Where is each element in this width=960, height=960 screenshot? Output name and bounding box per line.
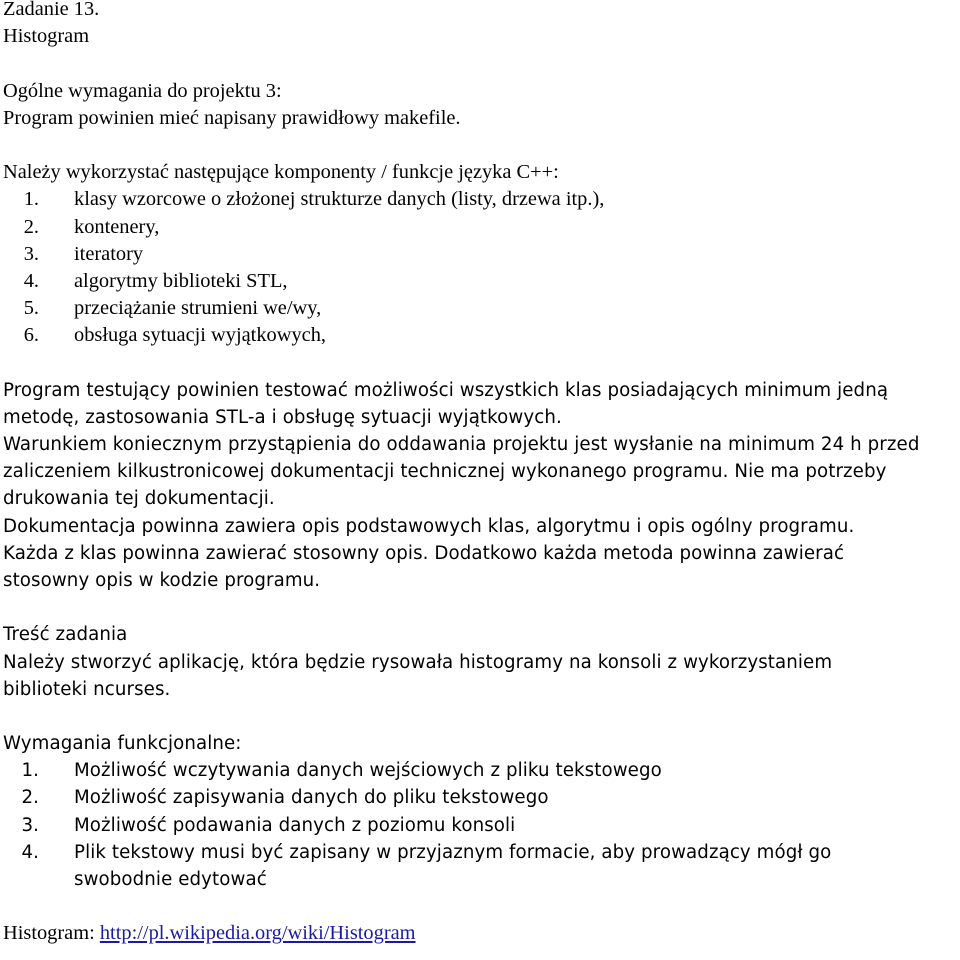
task-section [3,621,958,703]
footer-reference [3,920,958,947]
list-item: 3. iteratory [23,242,144,265]
general-requirements-heading: Ogólne wymagania do projektu 3: [3,79,282,102]
list-item: 1. klasy wzorcowe o złożonej strukturze danych (listy, drzewa itp.), [23,188,605,211]
components-intro: Należy wykorzystać następujące komponenty / funkcje języka C++: [3,161,559,184]
list-item: 6. obsługa sytuacji wyjątkowych, [23,324,327,347]
paragraph-line: metodę, zastosowania STL-a i obsługę sytuacji wyjątkowych. [3,406,562,428]
paragraph-line: Każda z klas powinna zawierać stosowny opis. Dodatkowo każda metoda powinna zawierać [3,542,845,564]
spacer [3,132,958,159]
functional-list [3,757,958,893]
list-item: 4. Plik tekstowy musi być zapisany w przyjaznym formacie, aby prowadzący mógł go swobodnie edytować [21,841,832,890]
list-item: 5. przeciążanie strumieni we/wy, [23,297,322,320]
paragraph-line: Dokumentacja powinna zawiera opis podstawowych klas, algorytmu i opis ogólny programu. [3,515,855,537]
functional-heading: Wymagania funkcjonalne: [3,733,242,755]
list-item: 3. Możliwość podawania danych z poziomu konsoli [21,814,516,836]
task-number: Zadanie 13. [3,0,100,20]
list-item: 2. Możliwość zapisywania danych do pliku tekstowego [21,787,549,809]
histogram-wiki-link[interactable]: http://pl.wikipedia.org/wiki/Histogram [99,922,416,945]
spacer [3,594,958,621]
functional-section [3,730,958,920]
spacer [3,703,958,730]
spacer [3,893,958,920]
spacer [3,349,958,376]
task-description-line: Należy stworzyć aplikację, która będzie rysowała histogramy na konsoli z wykorzystaniem [3,651,833,673]
components-list [3,186,958,349]
paragraph-line: Program testujący powinien testować możliwości wszystkich klas posiadających minimum jedną [3,379,889,401]
task-heading: Treść zadania [3,624,128,646]
paragraph-line: stosowny opis w kodzie programu. [3,569,321,591]
list-item: 4. algorytmy biblioteki STL, [23,269,288,292]
document [3,0,958,948]
paragraph-line: drukowania tej dokumentacji. [3,488,275,510]
list-item: 2. kontenery, [23,215,160,238]
task-description-line: biblioteki ncurses. [3,678,171,700]
list-item: 1. Możliwość wczytywania danych wejściowych z pliku tekstowego [21,760,662,782]
requirements-section [3,377,958,595]
spacer [3,50,958,77]
paragraph-line: zaliczeniem kilkustronicowej dokumentacji technicznej wykonanego programu. Nie ma potrzeby [3,461,887,483]
paragraph-line: Warunkiem koniecznym przystąpienia do oddawania projektu jest wysłanie na minimum 24 h przed [3,434,920,455]
task-title: Histogram [3,25,90,48]
footer-label: Histogram: [3,922,100,945]
makefile-requirement: Program powinien mieć napisany prawidłowy makefile. [3,106,461,129]
